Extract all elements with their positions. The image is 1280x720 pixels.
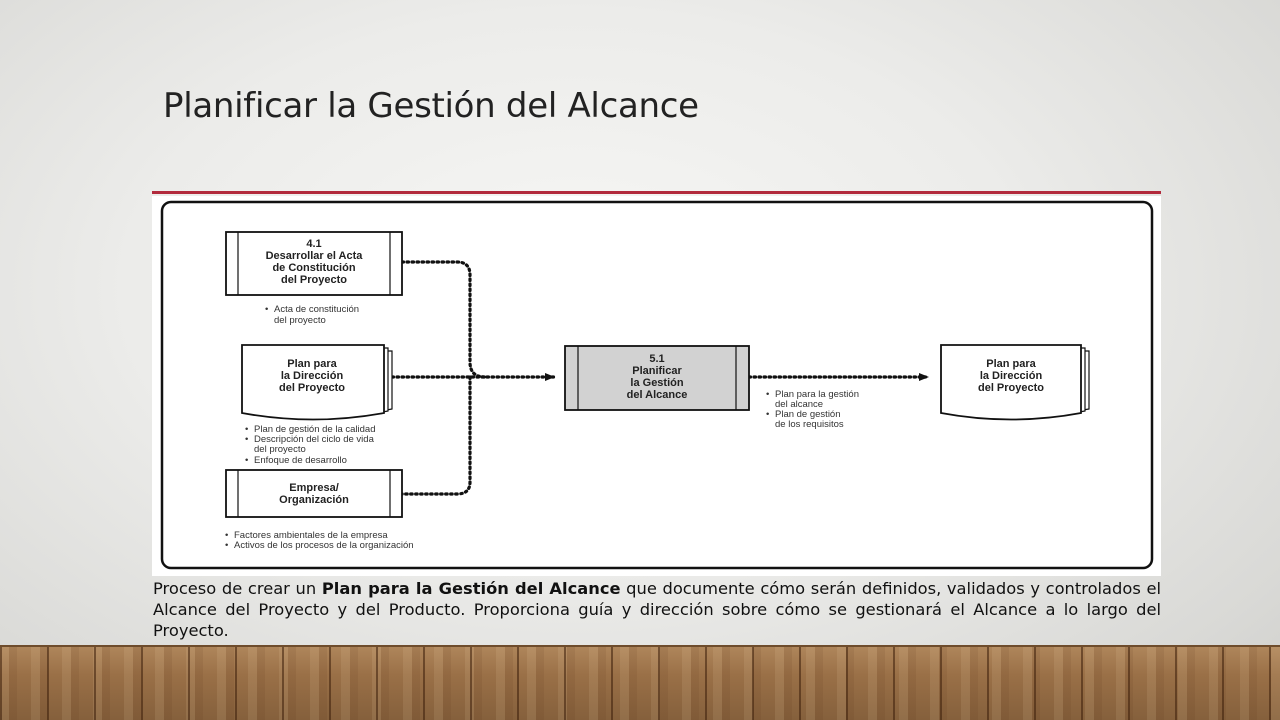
note-text: Plan de gestión [775, 409, 841, 420]
input3-notes [225, 530, 414, 551]
bullet-icon: • [766, 409, 770, 420]
diagram-svg [152, 196, 1161, 576]
process-line: del Alcance [626, 389, 688, 401]
input1-line: de Constitución [272, 262, 356, 274]
input3-line: Empresa/ [289, 482, 339, 494]
note-text: Acta de constitución [274, 304, 360, 315]
input1-line: 4.1 [306, 238, 322, 250]
process-line: 5.1 [649, 353, 665, 365]
input1-line: Desarrollar el Acta [265, 250, 363, 262]
bullet-icon: • [265, 304, 269, 315]
bullet-icon: • [225, 540, 229, 551]
input-box-empresa [226, 470, 402, 517]
output-document-plan [941, 345, 1089, 420]
output-line: del Proyecto [977, 382, 1045, 394]
slide-title: Planificar la Gestión del Alcance [163, 86, 699, 126]
accent-line [152, 191, 1161, 194]
note-text: del alcance [775, 399, 824, 410]
output-line: Plan para [986, 358, 1036, 370]
note-text: Plan de gestión de la calidad [254, 424, 376, 435]
bullet-icon: • [245, 434, 249, 445]
input-box-acta [226, 232, 402, 295]
wood-floor [0, 645, 1280, 720]
bullet-icon: • [766, 389, 770, 400]
process-diagram [152, 196, 1161, 576]
caption-suffix: que documente cómo serán definidos, validados y controlados el Alcance del Proyecto y del Producto. Proporciona guía y dirección sobre cómo se gestionará el Alcance a lo largo del Proyecto. [153, 579, 1162, 640]
input3-line: Organización [279, 494, 349, 506]
process-box-planificar [565, 346, 749, 410]
input1-line: del Proyecto [280, 274, 348, 286]
caption-bold: Plan para la Gestión del Alcance [321, 579, 621, 598]
note-text: del proyecto [274, 315, 326, 326]
input-document-plan [242, 345, 392, 420]
input2-line: Plan para [287, 358, 337, 370]
note-text: del proyecto [254, 444, 306, 455]
note-text: Enfoque de desarrollo [254, 455, 347, 466]
input2-line: la Dirección [280, 370, 344, 382]
note-text: Descripción del ciclo de vida [254, 434, 374, 445]
note-text: Activos de los procesos de la organización [234, 540, 414, 551]
caption-prefix: Proceso de crear un [153, 579, 322, 598]
process-line: Planificar [632, 365, 682, 377]
note-text: Factores ambientales de la empresa [234, 530, 388, 541]
bullet-icon: • [245, 455, 249, 466]
bullet-icon: • [225, 530, 229, 541]
note-text: de los requisitos [775, 419, 844, 430]
floor-edge [0, 645, 1280, 647]
slide-caption [153, 578, 1161, 641]
note-text: Plan para la gestión [775, 389, 859, 400]
bullet-icon: • [245, 424, 249, 435]
output-line: la Dirección [979, 370, 1043, 382]
input2-line: del Proyecto [278, 382, 346, 394]
process-line: la Gestión [630, 377, 684, 389]
